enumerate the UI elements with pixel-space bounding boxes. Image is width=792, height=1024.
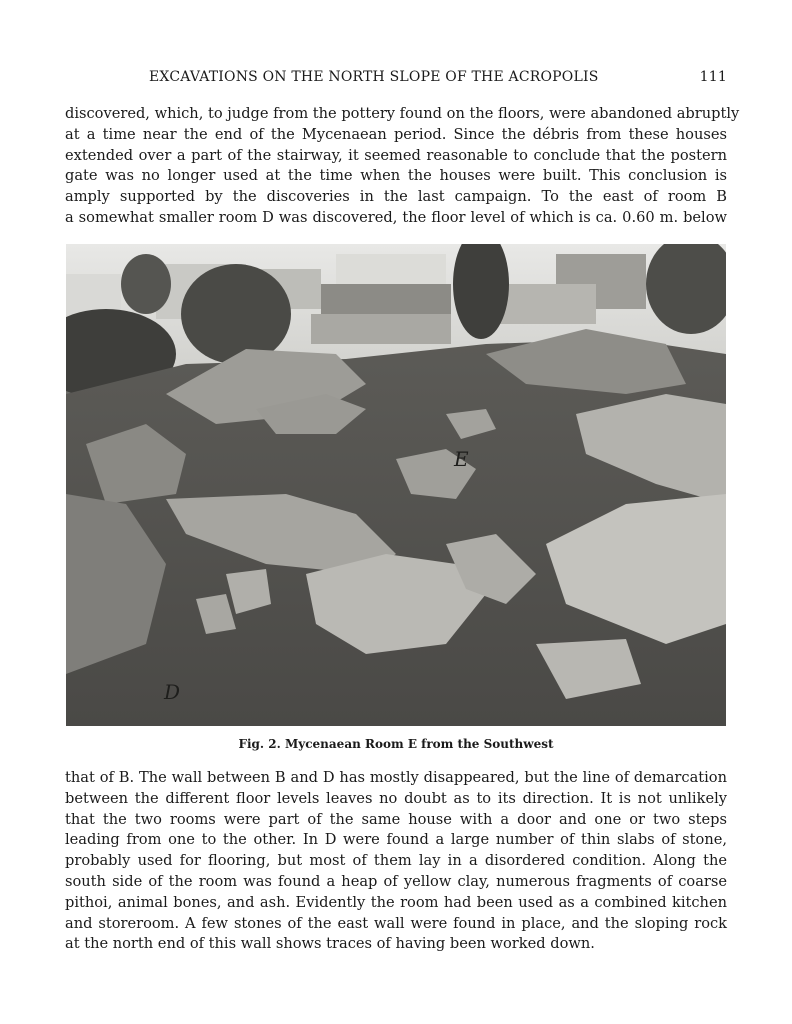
text-line: amply supported by the discoveries in the last campaign. To the east of room B — [65, 188, 727, 206]
excavation-photograph — [66, 244, 726, 726]
figure-caption: Fig. 2. Mycenaean Room E from the Southwest — [238, 737, 554, 751]
text-line: and storeroom. A few stones of the east wall were found in place, and the sloping rock — [65, 914, 727, 932]
text-line: extended over a part of the stairway, it seemed reasonable to conclude that the postern — [65, 146, 727, 164]
paragraph-top — [65, 104, 740, 229]
text-line: probably used for flooring, but most of them lay in a disordered condition. Along the — [65, 852, 727, 870]
text-line: a somewhat smaller room D was discovered, the floor level of which is ca. 0.60 m. below — [65, 208, 727, 226]
text-line: at the north end of this wall shows traces of having been worked down. — [65, 935, 595, 953]
text-line: discovered, which, to judge from the pottery found on the floors, were abandoned abruptly — [65, 105, 740, 122]
photo-label-d: D — [164, 680, 181, 704]
page-number: 111 — [699, 69, 727, 85]
text-line: at a time near the end of the Mycenaean period. Since the débris from these houses — [65, 125, 727, 143]
text-line: pithoi, animal bones, and ash. Evidently the room had been used as a combined kitchen — [65, 893, 727, 911]
text-line: leading from one to the other. In D were found a large number of thin slabs of stone, — [65, 831, 727, 849]
photo-label-e: E — [454, 447, 469, 471]
paragraph-bottom — [65, 768, 727, 955]
text-line: south side of the room was found a heap of yellow clay, numerous fragments of coarse — [65, 872, 727, 890]
running-title: EXCAVATIONS ON THE NORTH SLOPE OF THE ACROPOLIS — [149, 69, 599, 85]
text-line: that of B. The wall between B and D has mostly disappeared, but the line of demarcation — [65, 769, 727, 786]
running-header — [65, 69, 727, 89]
text-line: that the two rooms were part of the same house with a door and one or two steps — [65, 810, 727, 828]
text-line: between the different floor levels leaves no doubt as to its direction. It is not unlikely — [65, 789, 727, 807]
text-line: gate was no longer used at the time when the houses were built. This conclusion is — [65, 167, 727, 185]
photo-drawing — [66, 244, 726, 726]
